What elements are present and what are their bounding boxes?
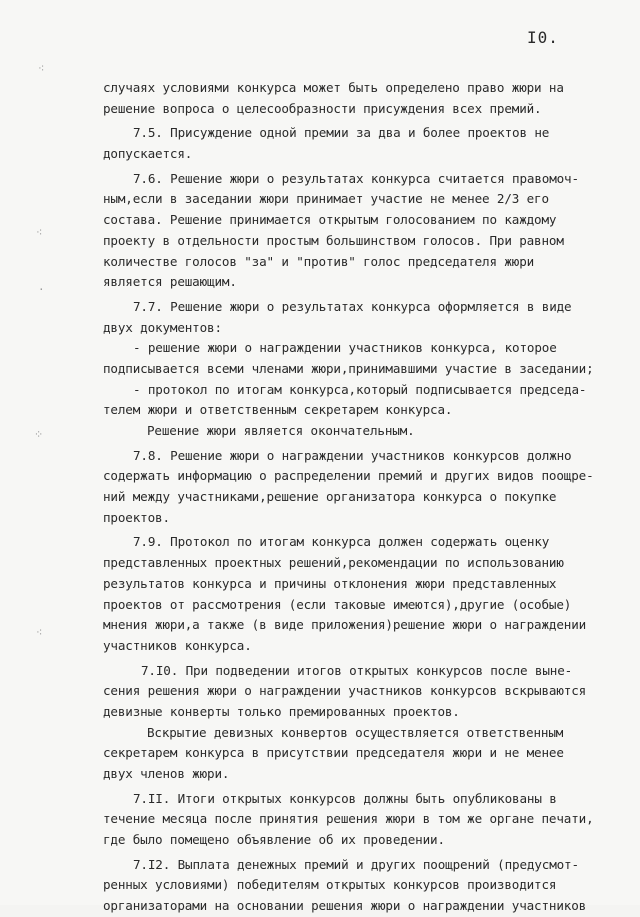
text-line: 7.7. Решение жюри о результатах конкурса оформляется в виде <box>133 298 572 314</box>
text-line: является решающим. <box>103 274 237 290</box>
text-line: проекту в отдельности простым большинством голосов. При равном <box>103 232 564 248</box>
text-line: организаторами на основании решения жюри о награждении участников <box>103 898 587 914</box>
text-line: - протокол по итогам конкурса,который подписывается председа- <box>133 381 587 397</box>
text-line: Вскрытие девизных конвертов осуществляется ответственным <box>147 724 564 740</box>
text-line: проектов. <box>103 509 170 525</box>
text-line: ний между участниками,решение организатора конкурса о покупке <box>103 489 557 505</box>
text-line: результатов конкурса и причины отклонения жюри представленных <box>103 575 557 591</box>
page-number: I0. <box>527 28 559 47</box>
text-line: телем жюри и ответственным секретарем конкурса. <box>103 402 453 418</box>
text-line: участников конкурса. <box>103 637 252 653</box>
text-line: где было помещено объявление об их проведении. <box>103 832 445 848</box>
text-line: количестве голосов "за" и "против" голос председателя жюри <box>103 253 535 269</box>
margin-mark: ⁘ <box>34 428 44 441</box>
text-line: решение вопроса о целесообразности присуждения всех премий. <box>103 100 542 116</box>
text-line: допускается. <box>103 146 193 162</box>
text-line: 7.I2. Выплата денежных премий и других поощрений (предусмот- <box>133 856 579 872</box>
margin-mark: ⁖ <box>36 226 43 239</box>
text-line: подписывается всеми членами жюри,принимавшими участие в заседании; <box>103 360 594 376</box>
text-line: сения решения жюри о награждении участников конкурсов вскрываются <box>103 683 587 699</box>
text-line: двух документов: <box>103 319 222 335</box>
margin-mark: ⁖ <box>38 62 45 75</box>
text-line: 7.9. Протокол по итогам конкурса должен содержать оценку <box>133 534 550 550</box>
text-line: девизные конверты только премированных проектов. <box>103 703 460 719</box>
document-body <box>103 78 623 917</box>
text-line: течение месяца после принятия решения жюри в том же органе печати, <box>103 811 594 827</box>
margin-mark: ⁖ <box>36 626 43 639</box>
text-line: 7.II. Итоги открытых конкурсов должны быть опубликованы в <box>133 790 557 806</box>
text-line: представленных проектных решений,рекомендации по использованию <box>103 555 564 571</box>
margin-mark: · <box>38 283 45 296</box>
text-line: мнения жюри,а также (в виде приложения)решение жюри о награждении <box>103 617 587 633</box>
text-line: Решение жюри является окончательным. <box>147 423 415 438</box>
text-line: ренных условиями) победителям открытых конкурсов производится <box>103 877 557 893</box>
text-line: двух членов жюри. <box>103 766 230 781</box>
text-line: - решение жюри о награждении участников конкурса, которое <box>133 340 557 356</box>
text-line: 7.I0. При подведении итогов открытых конкурсов после выне- <box>141 662 573 678</box>
text-line: содержать информацию о распределении премий и других видов поощре- <box>103 468 594 484</box>
text-line: состава. Решение принимается открытым голосованием по каждому <box>103 212 557 228</box>
text-line: случаях условиями конкурса может быть определено право жюри на <box>103 80 564 95</box>
text-line: ным,если в заседании жюри принимает участие не менее 2/3 его <box>103 191 549 207</box>
text-line: 7.6. Решение жюри о результатах конкурса считается правомоч- <box>133 170 579 186</box>
text-line: секретарем конкурса в присутствии председателя жюри и не менее <box>103 745 564 761</box>
text-line: 7.5. Присуждение одной премии за два и более проектов не <box>133 125 550 141</box>
text-line: 7.8. Решение жюри о награждении участников конкурсов должно <box>133 447 572 463</box>
text-line: проектов от рассмотрения (если таковые имеются),другие (особые) <box>103 596 572 612</box>
